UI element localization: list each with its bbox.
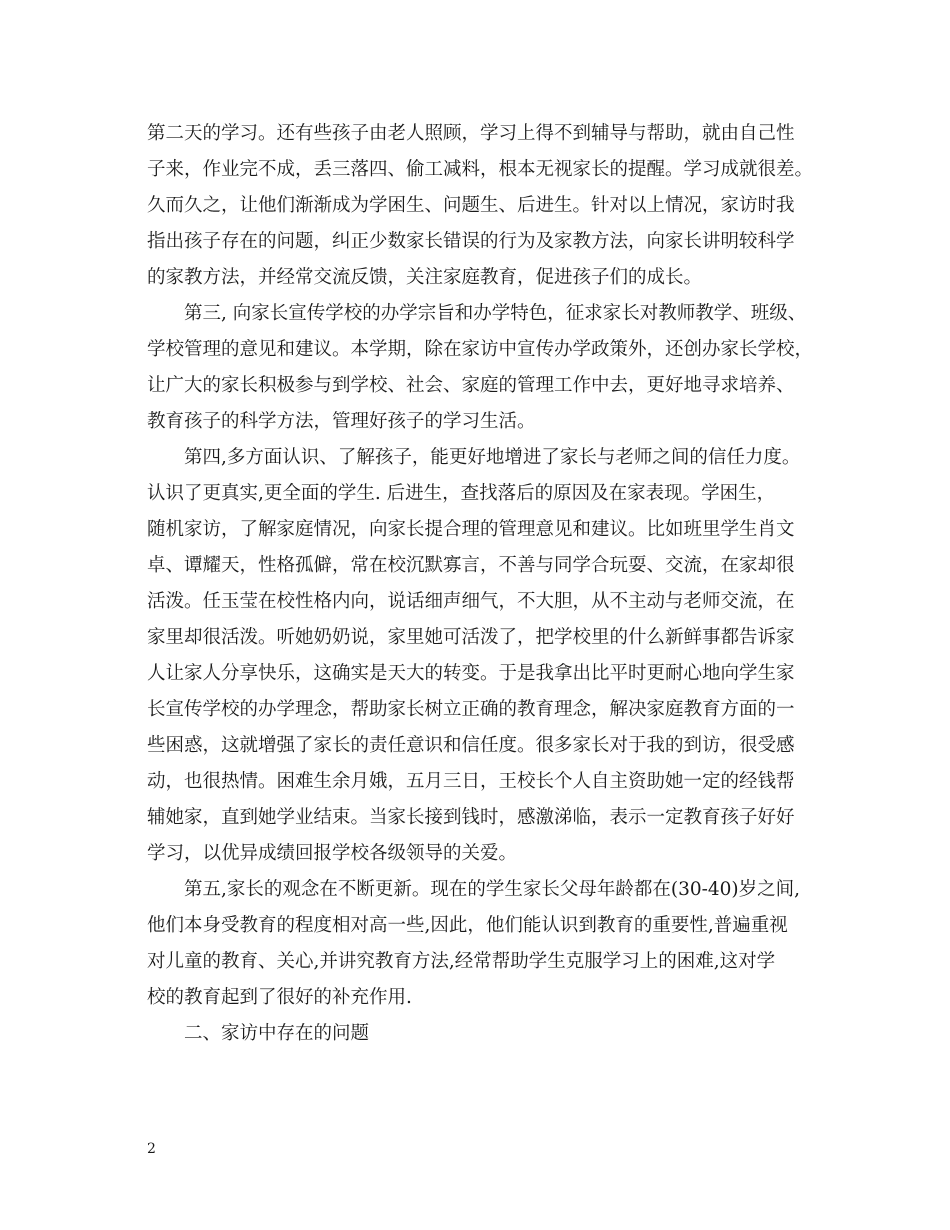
text-line: 随机家访，了解家庭情况，向家长提合理的管理意见和建议。比如班里学生肖文: [147, 519, 795, 540]
text-line: 辅她家，直到她学业结束。当家长接到钱时，感激涕临，表示一定教育孩子好好: [147, 807, 795, 828]
text-line: 动，也很热情。困难生余月娥，五月三日，王校长个人自主资助她一定的经钱帮: [147, 771, 795, 792]
text-line: 子来，作业完不成，丢三落四、偷工减料，根本无视家长的提醒。学习成就很差。: [147, 159, 814, 180]
text-line: 对儿童的教育、关心,并讲究教育方法,经常帮助学生克服学习上的困难,这对学: [147, 951, 776, 972]
text-line: 教育孩子的科学方法，管理好孩子的学习生活。: [147, 411, 536, 432]
text-line: 的家教方法，并经常交流反馈，关注家庭教育，促进孩子们的成长。: [147, 267, 703, 288]
text-line: 认识了更真实,更全面的学生. 后进生，查找落后的原因及在家表现。学困生，: [147, 483, 776, 504]
text-line: 校的教育起到了很好的补充作用.: [147, 987, 412, 1008]
text-line: 长宣传学校的办学理念，帮助家长树立正确的教育理念，解决家庭教育方面的一: [147, 699, 795, 720]
text-line: 活泼。任玉莹在校性格内向，说话细声细气，不大胆，从不主动与老师交流，在: [147, 591, 795, 612]
paragraph-first-line: 第三, 向家长宣传学校的办学宗旨和办学特色，征求家长对教师教学、班级、: [184, 303, 807, 324]
paragraph-first-line: 二、家访中存在的问题: [184, 1023, 370, 1044]
text-line: 人让家人分享快乐，这确实是天大的转变。于是我拿出比平时更耐心地向学生家: [147, 663, 795, 684]
text-line: 学习，以优异成绩回报学校各级领导的关爱。: [147, 843, 518, 864]
document-body: [147, 116, 827, 1052]
text-line: 久而久之，让他们渐渐成为学困生、问题生、后进生。针对以上情况，家访时我: [147, 195, 795, 216]
text-line: 学校管理的意见和建议。本学期，除在家访中宣传办学政策外，还创办家长学校，: [147, 339, 814, 360]
text-line: 卓、谭耀天，性格孤僻，常在校沉默寡言，不善与同学合玩耍、交流，在家却很: [147, 555, 795, 576]
text-line: 家里却很活泼。听她奶奶说，家里她可活泼了，把学校里的什么新鲜事都告诉家: [147, 627, 795, 648]
text-line: 些困惑，这就增强了家长的责任意识和信任度。很多家长对于我的到访，很受感: [147, 735, 795, 756]
paragraph-first-line: 第四,多方面认识、了解孩子，能更好地增进了家长与老师之间的信任力度。: [184, 447, 801, 468]
text-line: 第二天的学习。还有些孩子由老人照顾，学习上得不到辅导与帮助，就由自己性: [147, 123, 795, 144]
text-line: 他们本身受教育的程度相对高一些,因此，他们能认识到教育的重要性,普遍重视: [147, 915, 788, 936]
page-number: 2: [147, 1141, 156, 1157]
paragraph-first-line: 第五,家长的观念在不断更新。现在的学生家长父母年龄都在(30-40)岁之间,: [184, 879, 801, 900]
text-line: 指出孩子存在的问题，纠正少数家长错误的行为及家教方法，向家长讲明较科学: [147, 231, 795, 252]
text-line: 让广大的家长积极参与到学校、社会、家庭的管理工作中去，更好地寻求培养、: [147, 375, 795, 396]
